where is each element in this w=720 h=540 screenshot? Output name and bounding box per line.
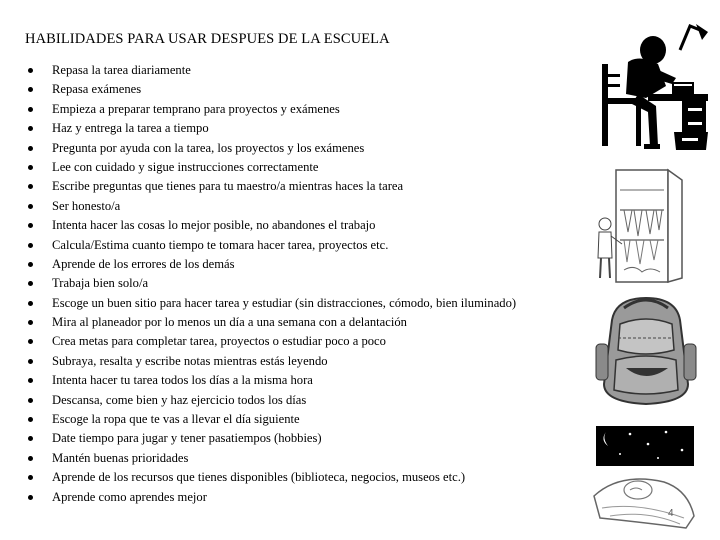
bullet-icon: [28, 184, 33, 189]
bullet-icon: [28, 107, 33, 112]
list-item: [28, 255, 516, 274]
list-item-text: Aprende como aprendes mejor: [52, 489, 207, 504]
bullet-icon: [28, 417, 33, 422]
bullet-icon: [28, 87, 33, 92]
list-item: [28, 158, 516, 177]
bullet-icon: [28, 301, 33, 306]
sleeping-night-illustration: [590, 420, 698, 530]
skills-list: [28, 61, 516, 507]
backpack-illustration: [594, 292, 698, 408]
list-item: [28, 274, 516, 293]
list-item: [28, 468, 516, 487]
list-item: [28, 100, 516, 119]
list-item-text: Aprende de los recursos que tienes disponibles (biblioteca, negocios, museos etc.): [52, 470, 466, 485]
list-item: [28, 352, 516, 371]
bullet-icon: [28, 436, 33, 441]
list-item-text: Haz y entrega la tarea a tiempo: [52, 121, 209, 136]
list-item-text: Date tiempo para jugar y tener pasatiempos (hobbies): [52, 431, 322, 446]
list-item-text: Lee con cuidado y sigue instrucciones correctamente: [52, 159, 319, 174]
list-item: [28, 429, 516, 448]
bullet-icon: [28, 126, 33, 131]
bullet-icon: [28, 339, 33, 344]
list-item-text: Mantén buenas prioridades: [52, 450, 189, 465]
list-item: [28, 410, 516, 429]
list-item: [28, 177, 516, 196]
list-item: [28, 216, 516, 235]
page-title: HABILIDADES PARA USAR DESPUES DE LA ESCUELA: [25, 31, 390, 47]
list-item-text: Calcula/Estima cuanto tiempo te tomara hacer tarea, proyectos etc.: [52, 237, 389, 252]
bullet-icon: [28, 223, 33, 228]
list-item: [28, 139, 516, 158]
bullet-icon: [28, 68, 33, 73]
list-item: [28, 197, 516, 216]
list-item-text: Repasa exámenes: [52, 82, 142, 97]
list-item-text: Mira al planeador por lo menos un día a una semana con a delantación: [52, 315, 407, 330]
list-item-text: Empieza a preparar temprano para proyectos y exámenes: [52, 101, 340, 116]
list-item: [28, 294, 516, 313]
bullet-icon: [28, 495, 33, 500]
bullet-icon: [28, 475, 33, 480]
page-number: 4: [668, 508, 674, 519]
bullet-icon: [28, 398, 33, 403]
bullet-icon: [28, 456, 33, 461]
list-item-text: Aprende de los errores de los demás: [52, 256, 235, 271]
bullet-icon: [28, 378, 33, 383]
list-item: [28, 332, 516, 351]
list-item-text: Repasa la tarea diariamente: [52, 63, 191, 77]
bullet-icon: [28, 281, 33, 286]
list-item-text: Escoge la ropa que te vas a llevar el día siguiente: [52, 412, 300, 427]
bullet-icon: [28, 243, 33, 248]
list-item-text: Intenta hacer tu tarea todos los días a la misma hora: [52, 373, 313, 388]
bullet-icon: [28, 146, 33, 151]
list-item-text: Crea metas para completar tarea, proyectos o estudiar poco a poco: [52, 334, 386, 349]
list-item: [28, 80, 516, 99]
list-item-text: Escoge un buen sitio para hacer tarea y estudiar (sin distracciones, cómodo, bien iluminado): [52, 295, 517, 310]
closet-clothes-illustration: [594, 166, 686, 286]
list-item: [28, 236, 516, 255]
list-item-text: Trabaja bien solo/a: [52, 276, 149, 291]
list-item: [28, 449, 516, 468]
bullet-icon: [28, 359, 33, 364]
list-item-text: Escribe preguntas que tienes para tu maestro/a mientras haces la tarea: [52, 179, 404, 194]
student-at-desk-illustration: [598, 20, 710, 152]
list-item-text: Ser honesto/a: [52, 198, 121, 213]
list-item-text: Intenta hacer las cosas lo mejor posible, no abandones el trabajo: [52, 218, 376, 233]
list-item: [28, 391, 516, 410]
list-item-text: Subraya, resalta y escribe notas mientras estás leyendo: [52, 353, 328, 368]
bullet-icon: [28, 320, 33, 325]
list-item: [28, 488, 516, 507]
list-item: [28, 119, 516, 138]
list-item: [28, 61, 516, 80]
bullet-icon: [28, 204, 33, 209]
list-item-text: Pregunta por ayuda con la tarea, los proyectos y los exámenes: [52, 140, 365, 155]
list-item: [28, 313, 516, 332]
bullet-icon: [28, 165, 33, 170]
list-item-text: Descansa, come bien y haz ejercicio todos los días: [52, 392, 307, 407]
bullet-icon: [28, 262, 33, 267]
list-item: [28, 371, 516, 390]
